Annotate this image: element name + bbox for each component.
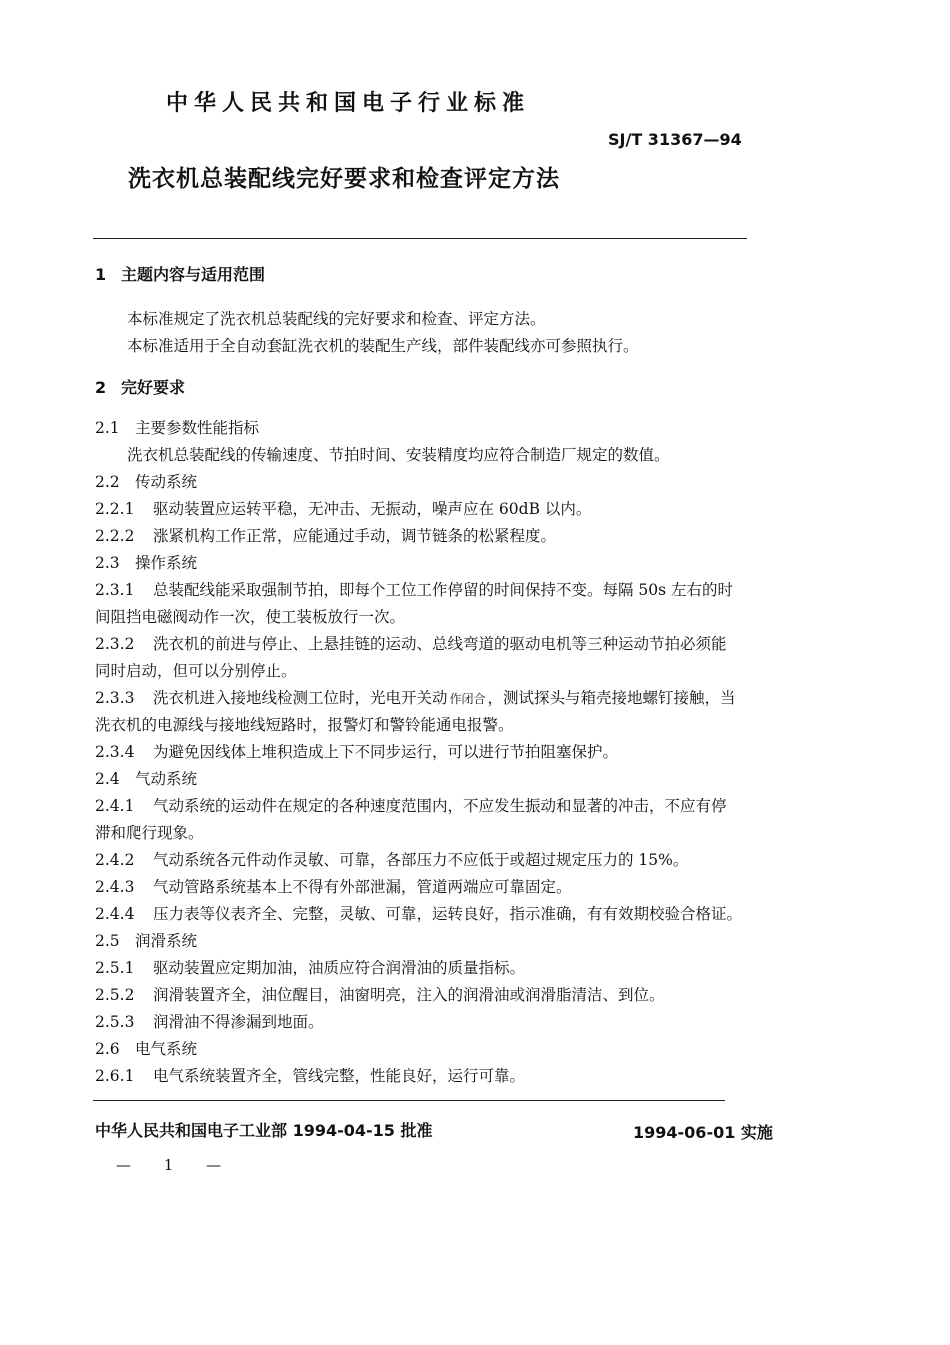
standard-code: SJ/T 31367—94 <box>608 130 742 149</box>
clause-continuation: 间阻挡电磁阀动作一次，使工装板放行一次。 <box>95 608 406 626</box>
clause-2-4-4 <box>95 902 742 924</box>
paragraph: 本标准适用于全自动套缸洗衣机的装配生产线，部件装配线亦可参照执行。 <box>127 337 639 355</box>
clause-2-3-1 <box>95 578 733 600</box>
clause-number: 2.4.3 <box>95 878 135 896</box>
org-title: 中华人民共和国电子行业标准 <box>166 91 531 116</box>
clause-text: 电气系统装置齐全，管线完整，性能良好，运行可靠。 <box>153 1067 526 1085</box>
clause-number: 2.3.2 <box>95 635 135 653</box>
clause-2-2-2 <box>95 524 556 546</box>
clause-number: 2.5.2 <box>95 986 135 1004</box>
clause-text: 操作系统 <box>135 554 198 572</box>
clause-number: 2.1 <box>95 419 120 437</box>
clause-text: 驱动装置应运转平稳，无冲击、无振动，噪声应在 60dB 以内。 <box>153 500 592 518</box>
clause-text: 涨紧机构工作正常，应能通过手动，调节链条的松紧程度。 <box>153 527 557 545</box>
clause-continuation: 滞和爬行现象。 <box>95 824 204 842</box>
clause-2-4-3 <box>95 875 572 897</box>
clause-body: 洗衣机总装配线的传输速度、节拍时间、安装精度均应符合制造厂规定的数值。 <box>127 446 670 464</box>
clause-number: 2.3 <box>95 554 120 572</box>
clause-2-3-2 <box>95 632 727 654</box>
clause-continuation: 洗衣机的电源线与接地线短路时，报警灯和警铃能通电报警。 <box>95 716 514 734</box>
clause-2-4-2 <box>95 848 688 870</box>
clause-continuation: 同时启动，但可以分别停止。 <box>95 662 297 680</box>
clause-number: 2.4 <box>95 770 120 788</box>
clause-number: 2.2.2 <box>95 527 135 545</box>
clause-2-5 <box>95 929 197 951</box>
effective-date: 1994-06-01 实施 <box>633 1123 773 1142</box>
section-2-heading <box>95 375 185 398</box>
clause-2-3 <box>95 551 197 573</box>
clause-2-4-1 <box>95 794 727 816</box>
clause-number: 2.3.1 <box>95 581 135 599</box>
clause-2-6 <box>95 1037 197 1059</box>
page-number: — 1 — <box>116 1156 236 1174</box>
clause-text: 气动系统的运动件在规定的各种速度范围内，不应发生振动和显著的冲击，不应有停 <box>153 797 727 815</box>
clause-text-small: 作闭合 <box>449 692 486 706</box>
clause-number: 2.3.3 <box>95 689 135 707</box>
clause-number: 2.4.2 <box>95 851 135 869</box>
clause-number: 2.6.1 <box>95 1067 135 1085</box>
clause-text: 压力表等仪表齐全、完整，灵敏、可靠，运转良好，指示准确，有有效期校验合格证。 <box>153 905 743 923</box>
clause-2-2-1 <box>95 497 591 519</box>
section-title: 完好要求 <box>121 378 186 397</box>
clause-number: 2.5 <box>95 932 120 950</box>
clause-number: 2.4.1 <box>95 797 135 815</box>
clause-2-5-2 <box>95 983 665 1005</box>
section-title: 主题内容与适用范围 <box>121 265 266 284</box>
clause-text: 总装配线能采取强制节拍，即每个工位工作停留的时间保持不变。每隔 50s 左右的时 <box>153 581 734 599</box>
clause-text: 洗衣机的前进与停止、上悬挂链的运动、总线弯道的驱动电机等三种运动节拍必须能 <box>153 635 727 653</box>
clause-number: 2.2.1 <box>95 500 135 518</box>
clause-text: 电气系统 <box>135 1040 198 1058</box>
clause-text: 为避免因线体上堆积造成上下不同步运行，可以进行节拍阻塞保护。 <box>153 743 619 761</box>
clause-2-5-3 <box>95 1010 324 1032</box>
document-title: 洗衣机总装配线完好要求和检查评定方法 <box>128 166 560 192</box>
section-number: 2 <box>95 378 107 397</box>
clause-text: 驱动装置应定期加油，油质应符合润滑油的质量指标。 <box>153 959 526 977</box>
clause-text: 传动系统 <box>135 473 198 491</box>
clause-text: 润滑装置齐全，油位醒目，油窗明亮，注入的润滑油或润滑脂清洁、到位。 <box>153 986 665 1004</box>
clause-2-2 <box>95 470 197 492</box>
clause-text: 气动系统各元件动作灵敏、可靠，各部压力不应低于或超过规定压力的 15%。 <box>153 851 689 869</box>
footer-divider <box>93 1100 725 1101</box>
paragraph: 本标准规定了洗衣机总装配线的完好要求和检查、评定方法。 <box>127 310 546 328</box>
clause-number: 2.5.1 <box>95 959 135 977</box>
section-number: 1 <box>95 265 107 284</box>
section-1-heading <box>95 262 265 285</box>
clause-text: 气动系统 <box>135 770 198 788</box>
clause-text: 气动管路系统基本上不得有外部泄漏，管道两端应可靠固定。 <box>153 878 572 896</box>
clause-2-4 <box>95 767 197 789</box>
clause-number: 2.3.4 <box>95 743 135 761</box>
clause-text: 润滑油不得渗漏到地面。 <box>153 1013 324 1031</box>
clause-2-1 <box>95 416 259 438</box>
clause-text: 洗衣机进入接地线检测工位时，光电开关动 <box>153 689 448 707</box>
clause-2-5-1 <box>95 956 525 978</box>
header-divider <box>93 238 747 239</box>
clause-text: ，测试探头与箱壳接地螺钉接触，当 <box>487 689 736 707</box>
clause-number: 2.4.4 <box>95 905 135 923</box>
clause-number: 2.5.3 <box>95 1013 135 1031</box>
clause-number: 2.2 <box>95 473 120 491</box>
clause-2-3-3 <box>95 686 736 708</box>
clause-2-3-4 <box>95 740 618 762</box>
clause-number: 2.6 <box>95 1040 120 1058</box>
clause-2-6-1 <box>95 1064 525 1086</box>
approval-line: 中华人民共和国电子工业部 1994-04-15 批准 <box>95 1121 433 1140</box>
clause-text: 润滑系统 <box>135 932 198 950</box>
clause-text: 主要参数性能指标 <box>135 419 260 437</box>
